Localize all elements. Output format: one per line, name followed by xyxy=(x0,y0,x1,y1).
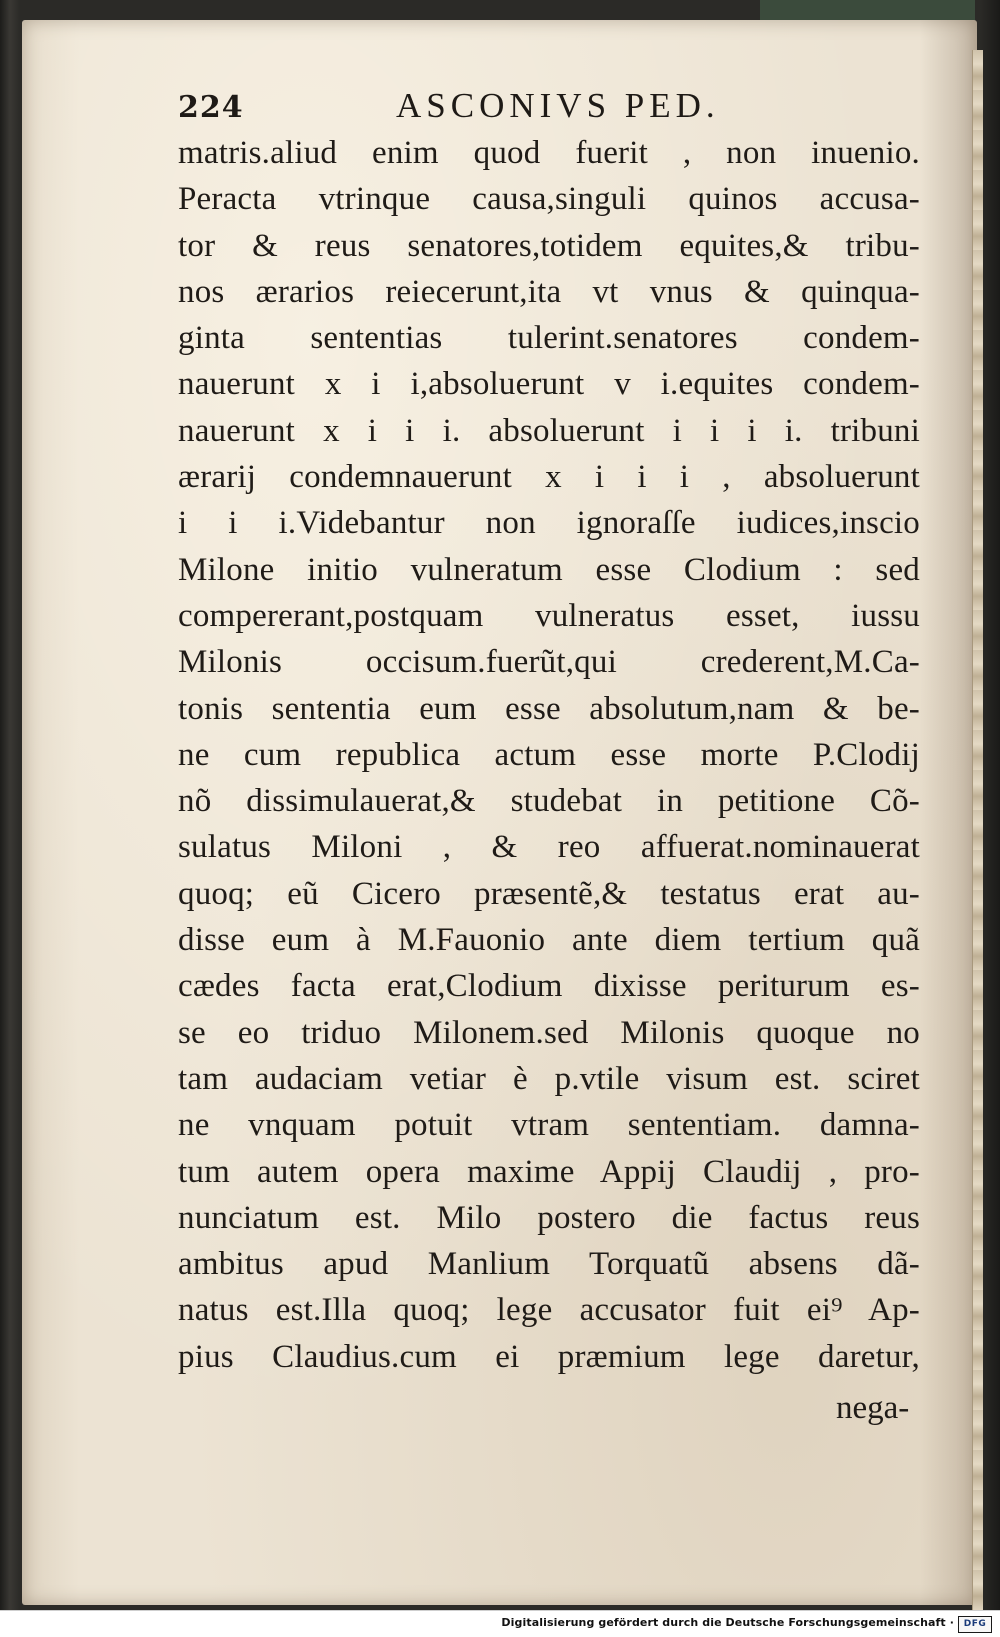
text-line: tum autem opera maxime Appij Claudij , pro- xyxy=(178,1153,920,1190)
text-line: cædes facta erat,Clodium dixisse periturum es- xyxy=(178,968,920,1005)
text-line: disse eum à M.Fauonio ante diem tertium quã xyxy=(178,922,920,959)
text-line: ginta sententias tulerint.senatores condem- xyxy=(178,320,920,357)
text-line: Milonis occisum.fuerũt,qui crederent,M.Ca- xyxy=(178,644,920,681)
text-line: i i i.Videbantur non ignoraſſe iudices,inscio xyxy=(178,505,920,542)
text-line: ne cum republica actum esse morte P.Clodij xyxy=(178,736,920,773)
text-line: nõ dissimulauerat,& studebat in petitione Cõ- xyxy=(178,783,920,820)
running-head: ASCONIVS PED. xyxy=(396,86,720,125)
text-line: Peracta vtrinque causa,singuli quinos accusa- xyxy=(178,181,920,218)
text-line: nauerunt x i i i. absoluerunt i i i i. tribuni xyxy=(178,412,920,449)
text-line: ærarij condemnauerunt x i i i , absoluerunt xyxy=(178,459,920,496)
text-line: nunciatum est. Milo postero die factus reus xyxy=(178,1199,920,1236)
text-line: natus est.Illa quoq; lege accusator fuit ei⁹ Ap- xyxy=(178,1292,920,1329)
text-line: tor & reus senatores,totidem equites,& tribu- xyxy=(178,227,920,264)
page-header xyxy=(178,86,798,132)
text-line: nauerunt x i i,absoluerunt v i.equites condem- xyxy=(178,366,920,403)
footer-credit-text: Digitalisierung gefördert durch die Deutsche Forschungsgemeinschaft · xyxy=(501,1616,954,1629)
page-number: 224 xyxy=(178,90,244,125)
text-line: ambitus apud Manlium Torquatũ absens dã- xyxy=(178,1246,920,1283)
body-text xyxy=(178,130,920,1380)
catchword: nega- xyxy=(836,1390,910,1426)
text-line: nos ærarios reiecerunt,ita vt vnus & quinqua- xyxy=(178,273,920,310)
text-line: ne vnquam potuit vtram sententiam. damna- xyxy=(178,1107,920,1144)
text-line: tonis sententia eum esse absolutum,nam & be- xyxy=(178,690,920,727)
text-line: matris.aliud enim quod fuerit , non inuenio. xyxy=(178,135,920,171)
text-line: compererant,postquam vulneratus esset, iussu xyxy=(178,597,920,634)
digitization-footer xyxy=(0,1610,1000,1637)
dfg-logo: DFG xyxy=(958,1616,992,1633)
text-line: pius Claudius.cum ei præmium lege daretur, xyxy=(178,1338,920,1375)
text-line: se eo triduo Milonem.sed Milonis quoque no xyxy=(178,1014,920,1051)
text-line: Milone initio vulneratum esse Clodium : sed xyxy=(178,551,920,588)
text-line: tam audaciam vetiar è p.vtile visum est. sciret xyxy=(178,1060,920,1097)
page-edge xyxy=(972,50,983,1610)
text-line: sulatus Miloni , & reo affuerat.nominauerat xyxy=(178,829,920,866)
text-line: quoq; eũ Cicero præsentẽ,& testatus erat au- xyxy=(178,875,920,912)
